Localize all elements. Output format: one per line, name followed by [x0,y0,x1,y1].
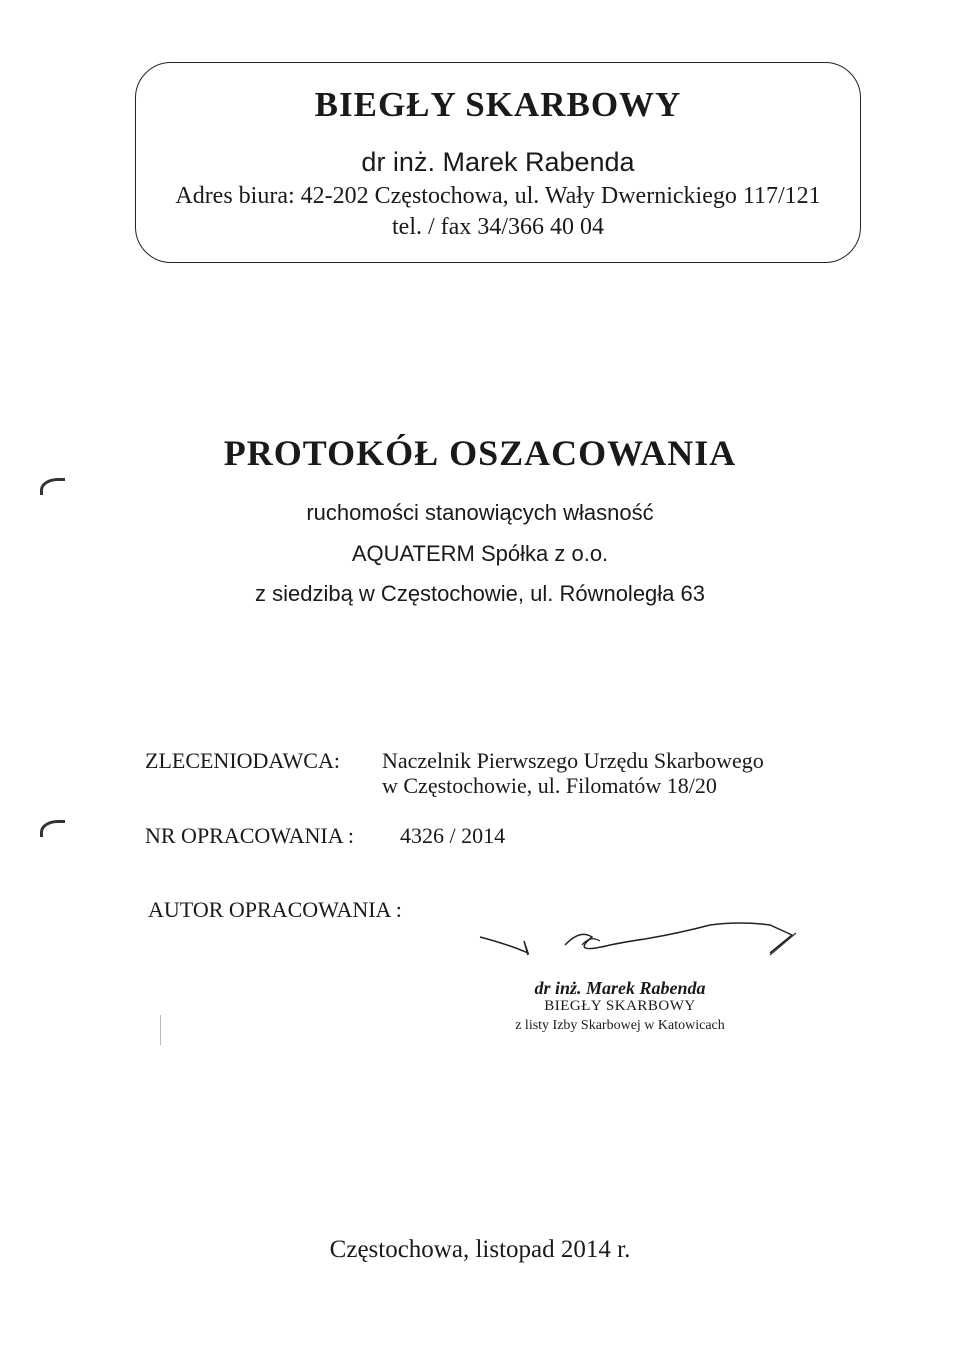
handwritten-signature [470,915,810,975]
letterhead-address: Adres biura: 42-202 Częstochowa, ul. Wały Dwernickiego 117/121 [175,183,821,209]
letterhead-title: BIEGŁY SKARBOWY [314,85,682,124]
company-address: z siedzibą w Częstochowie, ul. Równoległa 63 [254,581,705,606]
document-subtitle: ruchomości stanowiących własność [306,500,654,525]
company-name: AQUATERM Spółka z o.o. [351,541,609,566]
client-address: w Częstochowie, ul. Filomatów 18/20 [382,773,717,798]
client-label: ZLECENIODAWCA: [145,748,340,773]
letterhead-name: dr inż. Marek Rabenda [361,147,635,177]
place-and-date: Częstochowa, listopad 2014 r. [329,1236,631,1263]
number-label: NR OPRACOWANIA : [145,823,355,848]
scan-mark [160,1015,162,1045]
letterhead-phone: tel. / fax 34/366 40 04 [392,214,604,240]
letterhead-box [135,62,861,263]
document-title: PROTOKÓŁ OSZACOWANIA [223,433,737,473]
author-label: AUTOR OPRACOWANIA : [148,897,402,922]
scan-mark [40,478,65,495]
client-name: Naczelnik Pierwszego Urzędu Skarbowego [382,748,764,773]
number-value: 4326 / 2014 [400,823,506,848]
scan-mark [40,820,65,837]
stamp-registry: z listy Izby Skarbowej w Katowicach [515,1018,725,1033]
stamp-title: BIEGŁY SKARBOWY [544,998,696,1014]
stamp-name: dr inż. Marek Rabenda [534,978,706,998]
